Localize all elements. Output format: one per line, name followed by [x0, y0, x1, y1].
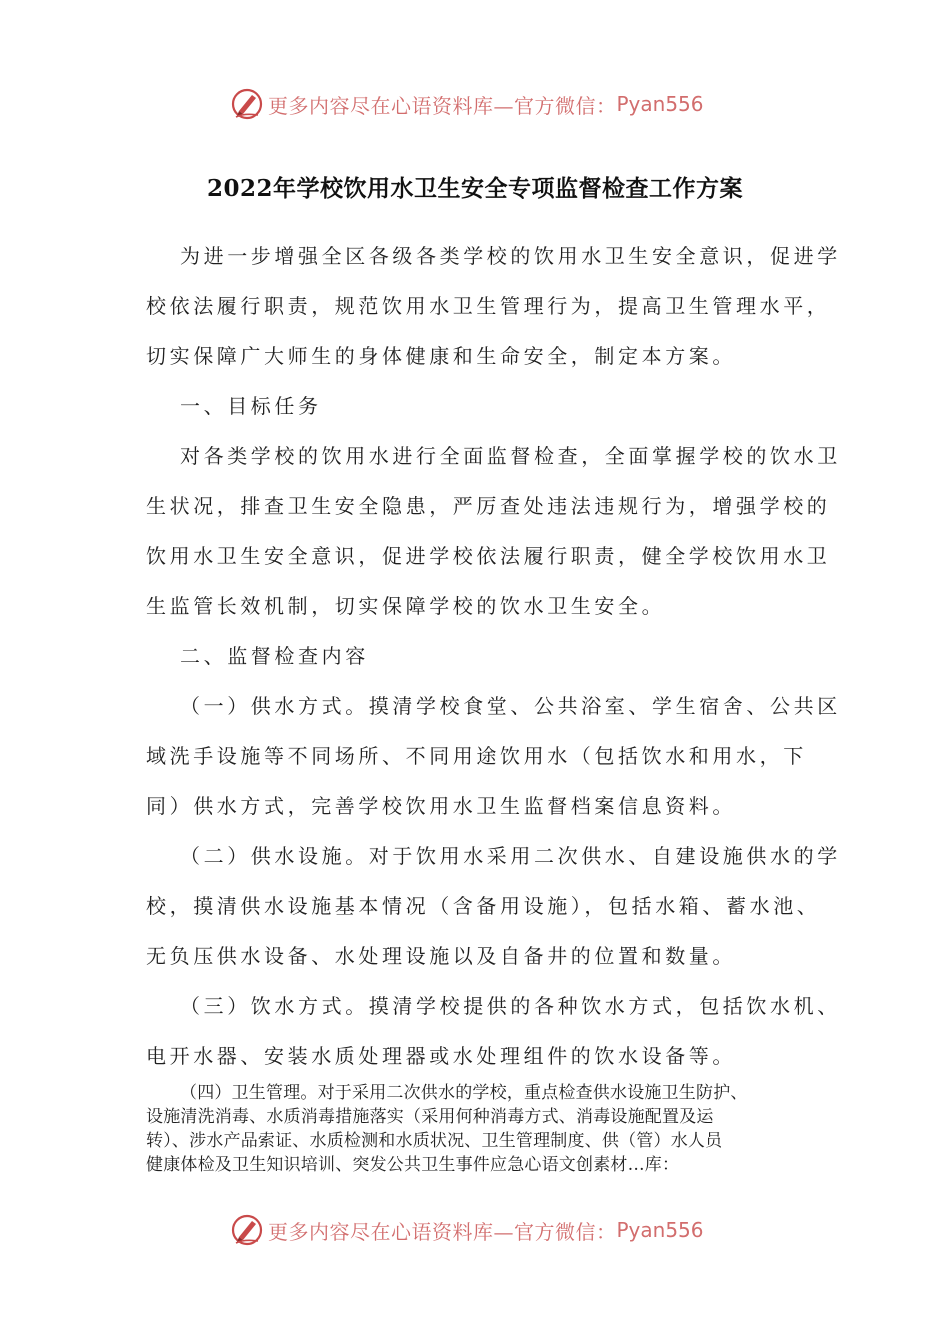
watermark-wechat-id: Pyan556	[616, 92, 704, 116]
body-line: 同）供水方式，完善学校饮用水卫生监督档案信息资料。	[146, 794, 736, 818]
body-line: （一）供水方式。摸清学校食堂、公共浴室、学生宿舍、公共区	[180, 694, 841, 718]
watermark-text: 更多内容尽在心语资料库—官方微信：	[268, 1219, 617, 1244]
small-body-line: 设施清洗消毒、水质消毒措施落实（采用何种消毒方式、消毒设施配置及运	[146, 1107, 714, 1127]
watermark-banner-bottom	[230, 1210, 704, 1250]
body-line: 为进一步增强全区各级各类学校的饮用水卫生安全意识，促进学	[180, 244, 841, 268]
body-line: 生监管长效机制，切实保障学校的饮水卫生安全。	[146, 594, 666, 618]
body-line: 校，摸清供水设施基本情况（含备用设施），包括水箱、蓄水池、	[146, 894, 821, 918]
body-line: 无负压供水设备、水处理设施以及自备井的位置和数量。	[146, 944, 736, 968]
watermark-text: 更多内容尽在心语资料库—官方微信：	[268, 93, 617, 118]
body-line: （二）供水设施。对于饮用水采用二次供水、自建设施供水的学	[180, 844, 841, 868]
pen-logo-icon	[230, 1213, 264, 1247]
body-line: 切实保障广大师生的身体健康和生命安全，制定本方案。	[146, 344, 736, 368]
small-body-line: 转）、涉水产品索证、水质检测和水质状况、卫生管理制度、供（管）水人员	[146, 1131, 723, 1151]
body-line: 电开水器、安装水质处理器或水处理组件的饮水设备等。	[146, 1044, 736, 1068]
body-line: 生状况，排查卫生安全隐患，严厉查处违法违规行为，增强学校的	[146, 494, 831, 518]
body-line: 对各类学校的饮用水进行全面监督检查，全面掌握学校的饮水卫	[180, 444, 841, 468]
small-body-line: （四）卫生管理。对于采用二次供水的学校，重点检查供水设施卫生防护、	[180, 1083, 748, 1103]
small-body-line: 健康体检及卫生知识培训、突发公共卫生事件应急心语文创素材…库：	[146, 1155, 680, 1175]
document-title: 2022年学校饮用水卫生安全专项监督检查工作方案	[206, 175, 743, 202]
body-line: （三）饮水方式。摸清学校提供的各种饮水方式，包括饮水机、	[180, 994, 841, 1018]
section-heading: 一、目标任务	[180, 394, 322, 418]
body-line: 饮用水卫生安全意识，促进学校依法履行职责，健全学校饮用水卫	[146, 544, 831, 568]
watermark-wechat-id: Pyan556	[616, 1218, 704, 1242]
watermark-banner-top	[230, 84, 704, 124]
body-line: 域洗手设施等不同场所、不同用途饮用水（包括饮水和用水，下	[146, 744, 807, 768]
pen-logo-icon	[230, 87, 264, 121]
section-heading: 二、监督检查内容	[180, 644, 369, 668]
body-line: 校依法履行职责，规范饮用水卫生管理行为，提高卫生管理水平，	[146, 294, 831, 318]
